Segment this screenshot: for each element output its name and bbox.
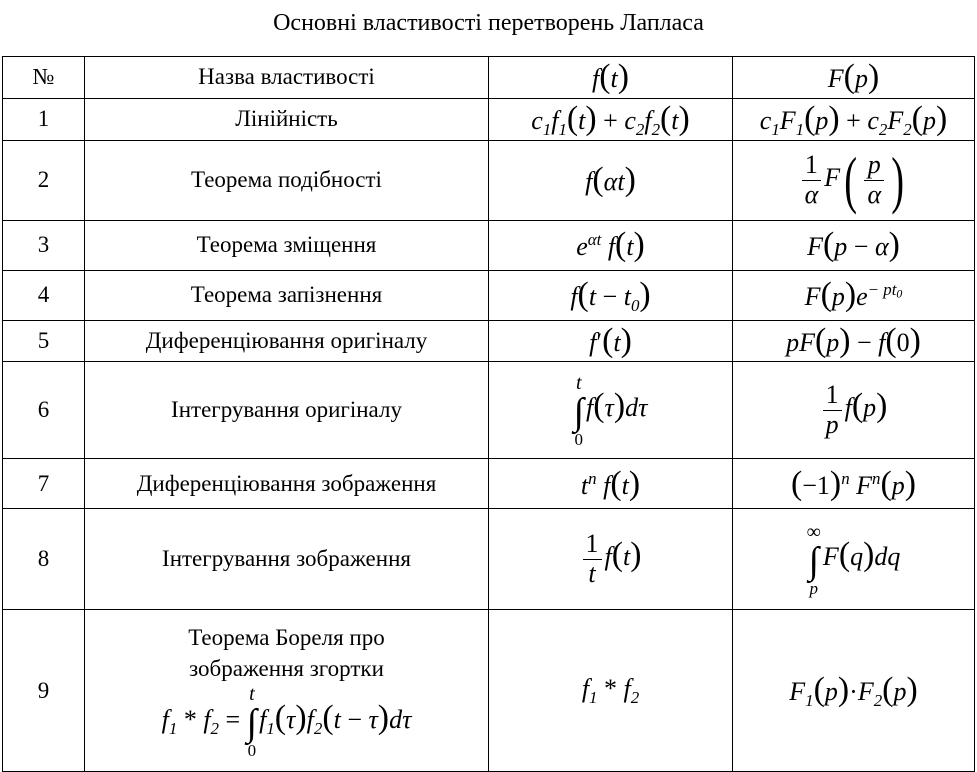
original-formula: $t^n$ f(t)	[489, 459, 733, 509]
table-row	[3, 509, 975, 610]
property-name-line-2: зображення згортки	[189, 656, 384, 682]
table-row	[3, 270, 975, 320]
original-formula: $c_1f_1(t) + c_2f_2(t)$	[489, 98, 733, 140]
property-name: Теорема подібності	[85, 140, 489, 220]
table-row	[3, 459, 975, 509]
property-name: Теорема зміщення	[85, 220, 489, 270]
row-number: 7	[3, 459, 85, 509]
laplace-properties-table	[2, 56, 975, 772]
table-row	[3, 220, 975, 270]
row-number: 4	[3, 270, 85, 320]
original-formula: $\frac{1}{t}$ f(t)	[489, 509, 733, 610]
property-name-line-1: Теорема Бореля про	[188, 625, 385, 651]
header-original: f(t)	[489, 57, 733, 99]
property-name: Теорема запізнення	[85, 270, 489, 320]
original-formula: $f(t - t_0)$	[489, 270, 733, 320]
property-name: Інтегрування оригіналу	[85, 362, 489, 459]
property-name: Лінійність	[85, 98, 489, 140]
table-row	[3, 610, 975, 772]
image-formula: $F_1(p)\cdot F_2(p)$	[733, 610, 975, 772]
table-row	[3, 362, 975, 459]
row-number: 6	[3, 362, 85, 459]
table-row	[3, 98, 975, 140]
property-name	[85, 610, 489, 772]
property-name: Диференціювання оригіналу	[85, 320, 489, 362]
original-formula: f(αt)	[489, 140, 733, 220]
table-header-row	[3, 57, 975, 99]
image-formula: $F(p)e^{- pt0}$	[733, 270, 975, 320]
image-formula: pF(p) − f(0)	[733, 320, 975, 362]
property-name: Інтегрування зображення	[85, 509, 489, 610]
image-formula: $(-1)^n$ $F^n(p)$	[733, 459, 975, 509]
row-number: 2	[3, 140, 85, 220]
row-number: 9	[3, 610, 85, 772]
original-formula: f′(t)	[489, 320, 733, 362]
original-formula: $f_1 * f_2$	[489, 610, 733, 772]
page-title: Основні властивості перетворень Лапласа	[273, 10, 704, 36]
header-image: F(p)	[733, 57, 975, 99]
row-number: 8	[3, 509, 85, 610]
image-formula: $\frac{1}{\alpha}$ F( $\frac{p}{\alpha}$ )	[733, 140, 975, 220]
row-number: 3	[3, 220, 85, 270]
header-property: Назва властивості	[85, 57, 489, 99]
original-formula: $e^{\alpha t}$ f(t)	[489, 220, 733, 270]
property-name: Диференціювання зображення	[85, 459, 489, 509]
header-number: №	[3, 57, 85, 99]
table-row	[3, 320, 975, 362]
image-formula: $c_1F_1(p) + c_2F_2(p)$	[733, 98, 975, 140]
row-number: 5	[3, 320, 85, 362]
image-formula: $\frac{1}{p}$ f(p)	[733, 362, 975, 459]
image-formula: ∞ ∫ p F(q)dq	[733, 509, 975, 610]
table-row	[3, 140, 975, 220]
original-formula: t ∫ 0 f(τ)dτ	[489, 362, 733, 459]
image-formula: F(p − α)	[733, 220, 975, 270]
convolution-formula: $f_1 * f_2$ = t ∫ 0 $f_1(\tau)f_2(t - \tau)d\tau$	[161, 683, 412, 761]
row-number: 1	[3, 98, 85, 140]
